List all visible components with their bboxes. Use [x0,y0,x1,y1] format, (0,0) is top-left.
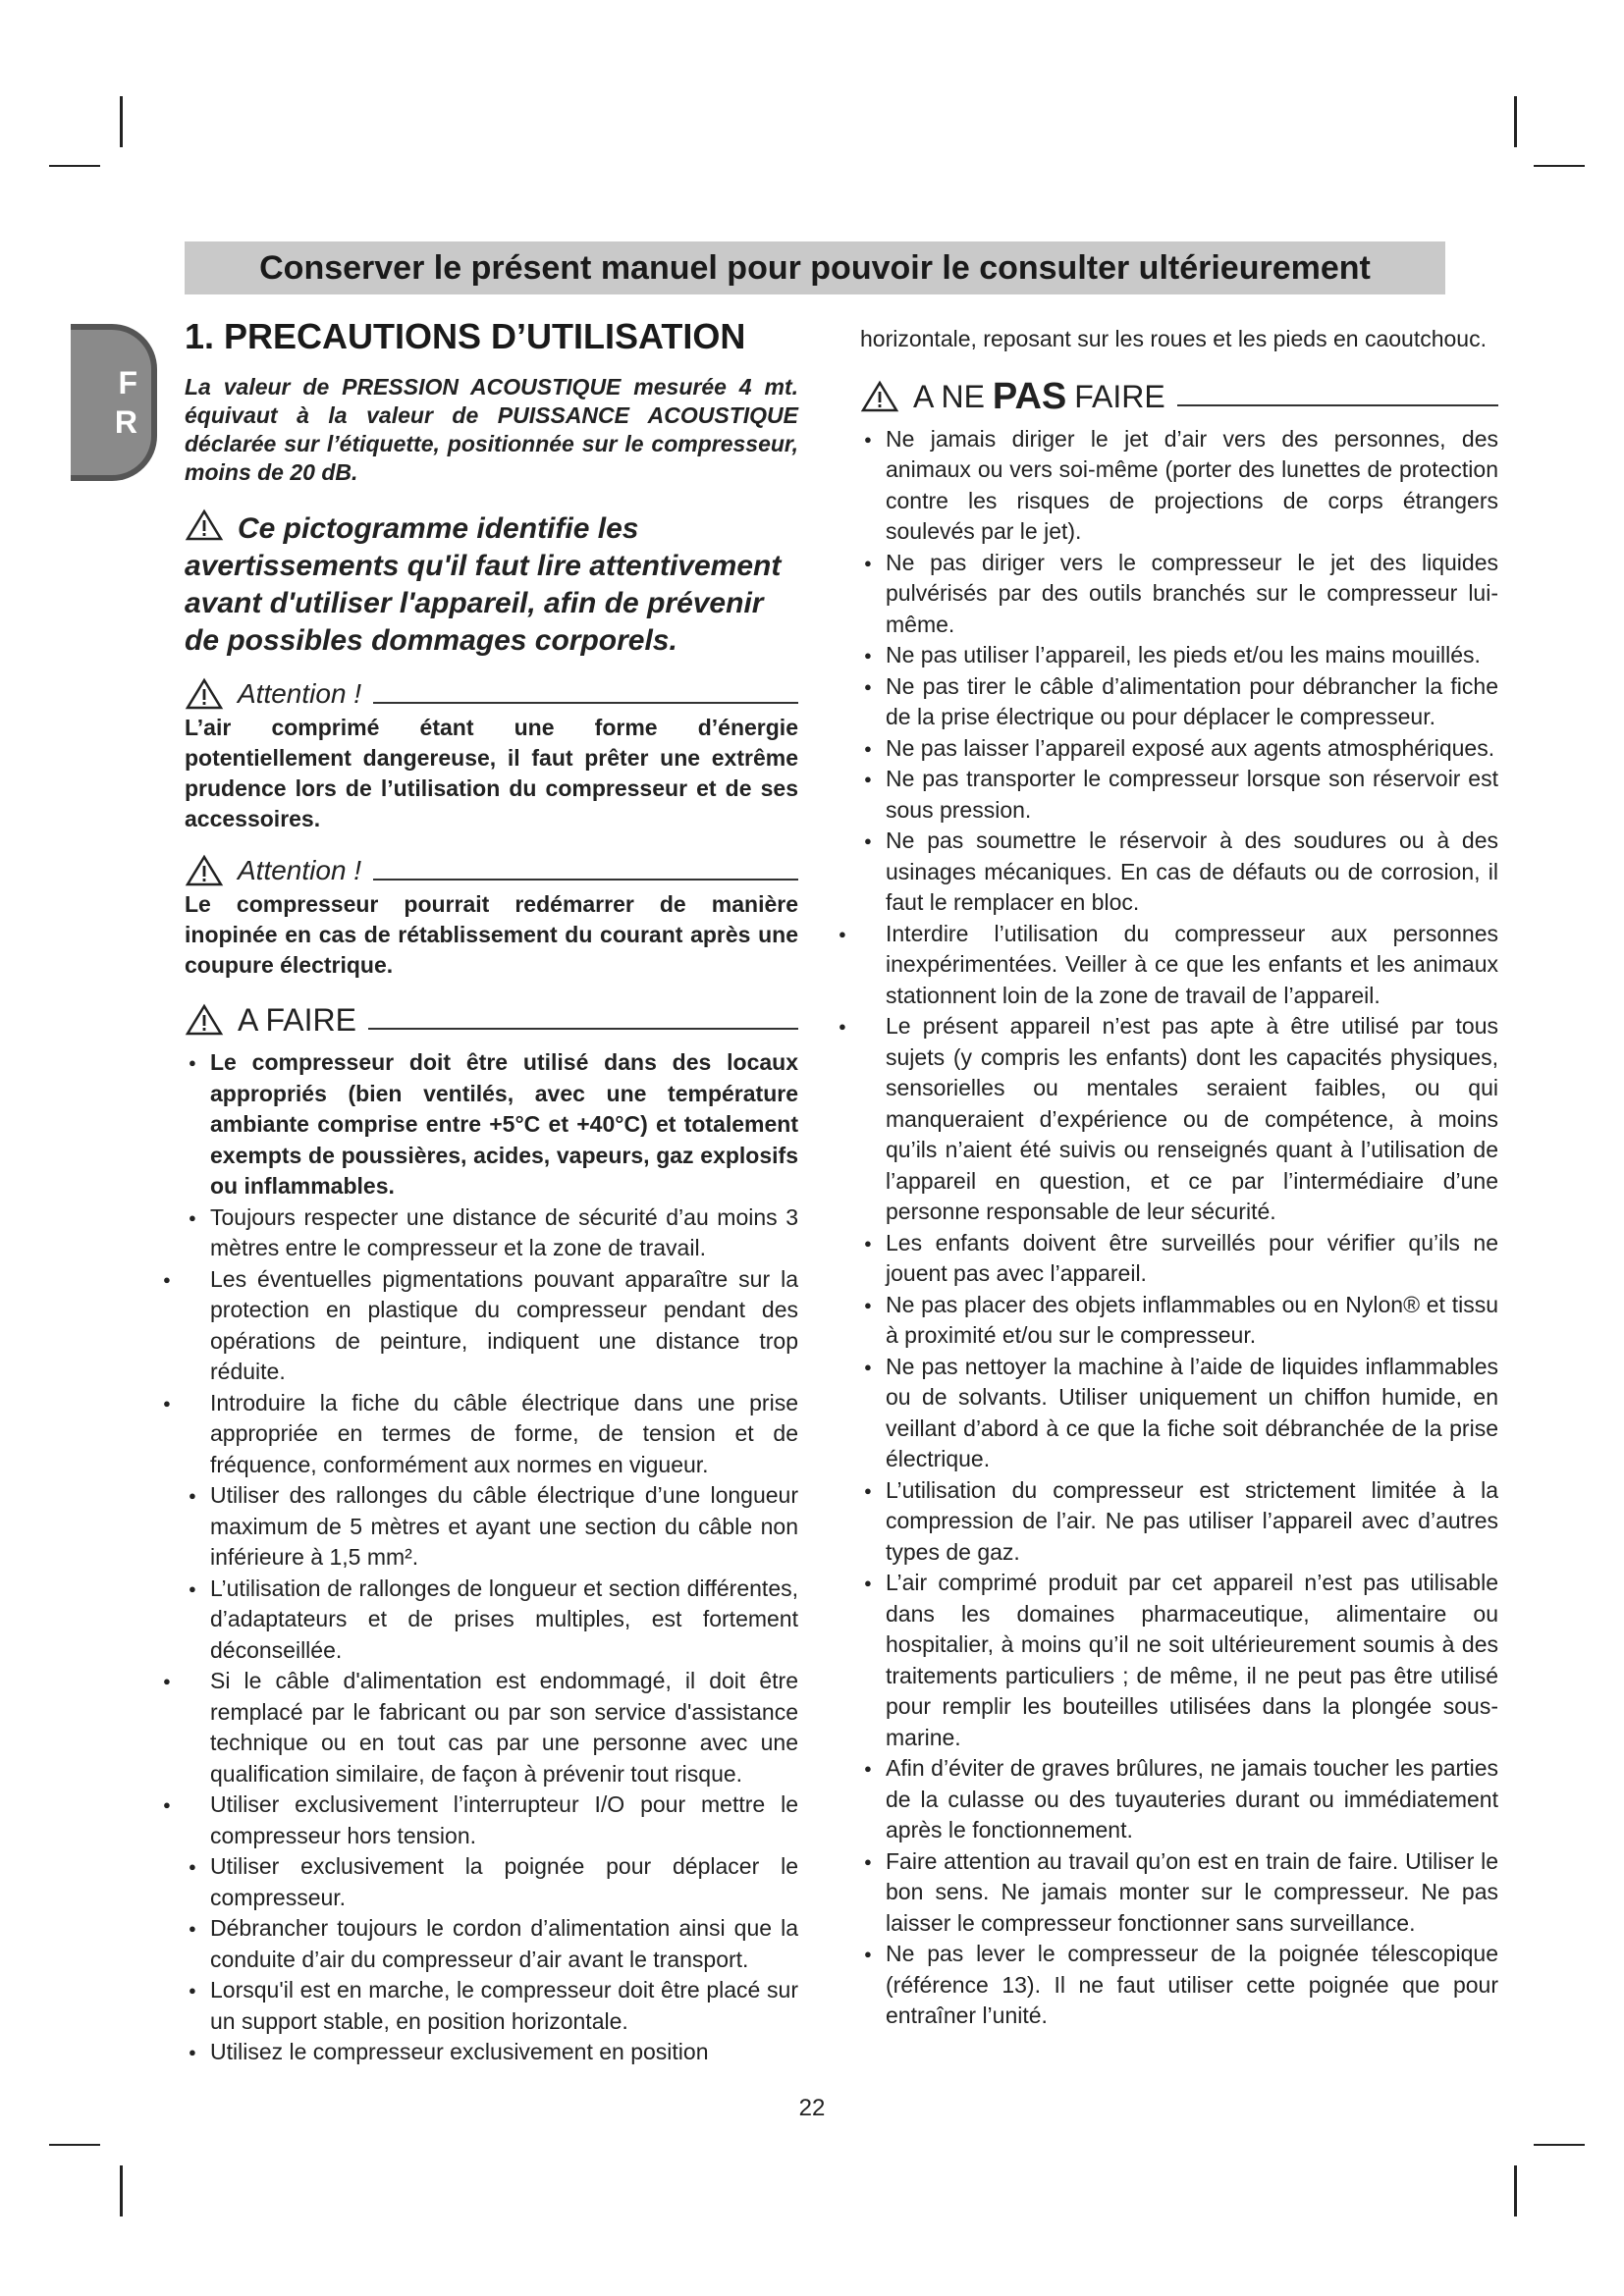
crop-mark [1514,96,1517,147]
a-faire-heading [185,1000,798,1040]
list-item: ● Les éventuelles pigmentations pouvant apparaître sur la protection en plastique du compresseur pendant des opérations de peinture, indiquent une distance trop réduite. [157,1264,798,1388]
heading-rule [1177,404,1498,406]
page-number: 22 [798,2095,826,2121]
acoustic-note: La valeur de PRESSION ACOUSTIQUE mesurée 4 mt. équivaut à la valeur de PUISSANCE ACOUSTIQUE déclarée sur l’étiquette, positionnée sur le compresseur, moins de 20 dB. [185,374,798,485]
list-item: ● Ne pas transporter le compresseur lorsque son réservoir est sous pression. [860,764,1498,826]
list-item: ● Ne jamais diriger le jet d’air vers des personnes, des animaux ou vers soi-même (porter des lunettes de protection contre les risques de projections de corps étrangers soulevés par le jet). [860,424,1498,548]
list-item: ● Ne pas laisser l’appareil exposé aux agents atmosphériques. [860,733,1498,765]
crop-mark [49,2144,100,2146]
header-banner: Conserver le présent manuel pour pouvoir le consulter ultérieurement [185,241,1445,294]
language-tab-letter: F [118,365,137,400]
section-title: 1. PRECAUTIONS D’UTILISATION [185,316,746,356]
heading-rule [373,879,798,881]
pictogram-note-text: Ce pictogramme identifie les avertissements qu'il faut lire attentivement avant d'utiliser l'appareil, afin de prévenir de possibles dommages corporels. [185,512,782,657]
crop-mark [120,2165,123,2216]
pictogram-note [185,508,798,660]
list-item: ● Si le câble d'alimentation est endommagé, il doit être remplacé par le fabricant ou par son service d'assistance technique ou en tout cas par une personne avec une qualification similaire, de façon à prévenir tout risque. [157,1666,798,1789]
list-item: ● Afin d’éviter de graves brûlures, ne jamais toucher les parties de la culasse ou des tuyauteries durant ou immédiatement après le fonctionnement. [860,1753,1498,1846]
list-item: ● Ne pas diriger vers le compresseur le jet des liquides pulvérisés par des outils branchés sur le compresseur lui-même. [860,548,1498,641]
attention-text: L’air comprimé étant une forme d’énergie potentiellement dangereuse, il faut prêter une extrême prudence lors de l’utilisation du compresseur et de ses accessoires. [185,715,798,831]
list-item: ● Faire attention au travail qu’on est en train de faire. Utiliser le bon sens. Ne jamais monter sur le compresseur. Ne pas laisser le compresseur fonctionner sans surveillance. [860,1846,1498,1940]
a-faire-title: A FAIRE [238,1002,356,1038]
crop-mark [49,165,100,167]
crop-mark [120,96,123,147]
list-item: ● L’utilisation de rallonges de longueur et section différentes, d’adaptateurs et de prises multiples, est fortement déconseillée. [185,1574,798,1667]
list-item: ● Ne pas lever le compresseur de la poignée télescopique (référence 13). Il ne faut utiliser cette poignée que pour entraîner l’unité. [860,1939,1498,2032]
list-item: ● Utiliser exclusivement l’interrupteur I/O pour mettre le compresseur hors tension. [157,1789,798,1851]
list-item: ● Toujours respecter une distance de sécurité d’au moins 3 mètres entre le compresseur et la zone de travail. [185,1202,798,1264]
list-item: ● L’utilisation du compresseur est strictement limitée à la compression de l’air. Ne pas utiliser l’appareil avec d’autres types de gaz. [860,1475,1498,1569]
a-faire-continuation: horizontale, reposant sur les roues et les pieds en caoutchouc. [860,326,1487,351]
faire-title: FAIRE [1074,378,1165,414]
a-faire-list [185,1047,798,2068]
list-item: ● Ne pas utiliser l’appareil, les pieds et/ou les mains mouillés. [860,640,1498,671]
right-column [860,324,1498,2032]
list-item: ● Utiliser des rallonges du câble électrique d’une longueur maximum de 5 mètres et ayant une section du câble non inférieure à 1,5 mm². [185,1480,798,1574]
attention-text: Le compresseur pourrait redémarrer de manière inopinée en cas de rétablissement du courant après une coupure électrique. [185,891,798,978]
list-item: ● Ne pas placer des objets inflammables ou en Nylon® et tissu à proximité et/ou sur le compresseur. [860,1290,1498,1352]
heading-rule [368,1028,798,1030]
a-ne-pas-faire-heading [860,377,1498,416]
list-item: ● Interdire l’utilisation du compresseur aux personnes inexpérimentées. Veiller à ce que les enfants et les animaux stationnent loin de la zone de travail de l’appareil. [833,919,1498,1012]
attention-title: Attention ! [238,855,362,885]
list-item: ● Utiliser exclusivement la poignée pour déplacer le compresseur. [185,1851,798,1913]
attention-title: Attention ! [238,678,362,709]
warning-triangle-icon [185,508,224,542]
crop-mark [1514,2165,1517,2216]
list-item: ● L’air comprimé produit par cet appareil n’est pas utilisable dans les domaines pharmaceutique, alimentaire ou hospitalier, à moins qu’il ne soit ultérieurement soumis à des traitements particuliers ; de même, il ne peut pas être utilisé pour remplir les bouteilles utilisées dans la plongée sous-marine. [860,1568,1498,1753]
left-column [185,316,798,2068]
list-item: ● Débrancher toujours le cordon d’alimentation ainsi que la conduite d’air du compresseur d’air avant le transport. [185,1913,798,1975]
attention-heading [185,854,798,887]
warning-triangle-icon [860,380,899,413]
warning-triangle-icon [185,1003,224,1037]
list-item: ● Lorsqu'il est en marche, le compresseur doit être placé sur un support stable, en position horizontale. [185,1975,798,2037]
a-ne-pas-faire-list [860,424,1498,2032]
language-tab [71,324,157,481]
list-item: ● Ne pas tirer le câble d’alimentation pour débrancher la fiche de la prise électrique ou pour déplacer le compresseur. [860,671,1498,733]
list-item: ● Introduire la fiche du câble électrique dans une prise appropriée en termes de forme, de tension et de fréquence, conformément aux normes en vigueur. [157,1388,798,1481]
list-item: ● Le présent appareil n’est pas apte à être utilisé par tous sujets (y compris les enfants) dont les capacités physiques, sensorielles ou mentales seraient faibles, ou qui manqueraient d’expérience ou de compétence, à moins qu’ils n’aient été suivis ou renseignés quant à l’utilisation de l’appareil en question, et ce par l’intermédiaire d’une personne responsable de leur sécurité. [833,1011,1498,1228]
heading-rule [373,702,798,704]
a-ne-title: A NE [913,378,985,414]
list-item: ● Utilisez le compresseur exclusivement en position [185,2037,798,2068]
warning-triangle-icon [185,854,224,887]
language-tab-letter: R [114,404,137,440]
crop-mark [1534,2144,1585,2146]
pas-title: PAS [992,375,1067,417]
list-item: ● Le compresseur doit être utilisé dans des locaux appropriés (bien ventilés, avec une température ambiante comprise entre +5°C et +40°C) et totalement exempts de poussières, acides, vapeurs, gaz explosifs ou inflammables. [185,1047,798,1202]
list-item: ● Ne pas nettoyer la machine à l’aide de liquides inflammables ou de solvants. Utiliser uniquement un chiffon humide, en veillant d’abord à ce que la fiche soit débranchée de la prise électrique. [860,1352,1498,1475]
list-item: ● Ne pas soumettre le réservoir à des soudures ou à des usinages mécaniques. En cas de défauts ou de corrosion, il faut le remplacer en bloc. [860,826,1498,919]
warning-triangle-icon [185,677,224,711]
attention-heading [185,677,798,711]
crop-mark [1534,165,1585,167]
list-item: ● Les enfants doivent être surveillés pour vérifier qu’ils ne jouent pas avec l’appareil. [860,1228,1498,1290]
